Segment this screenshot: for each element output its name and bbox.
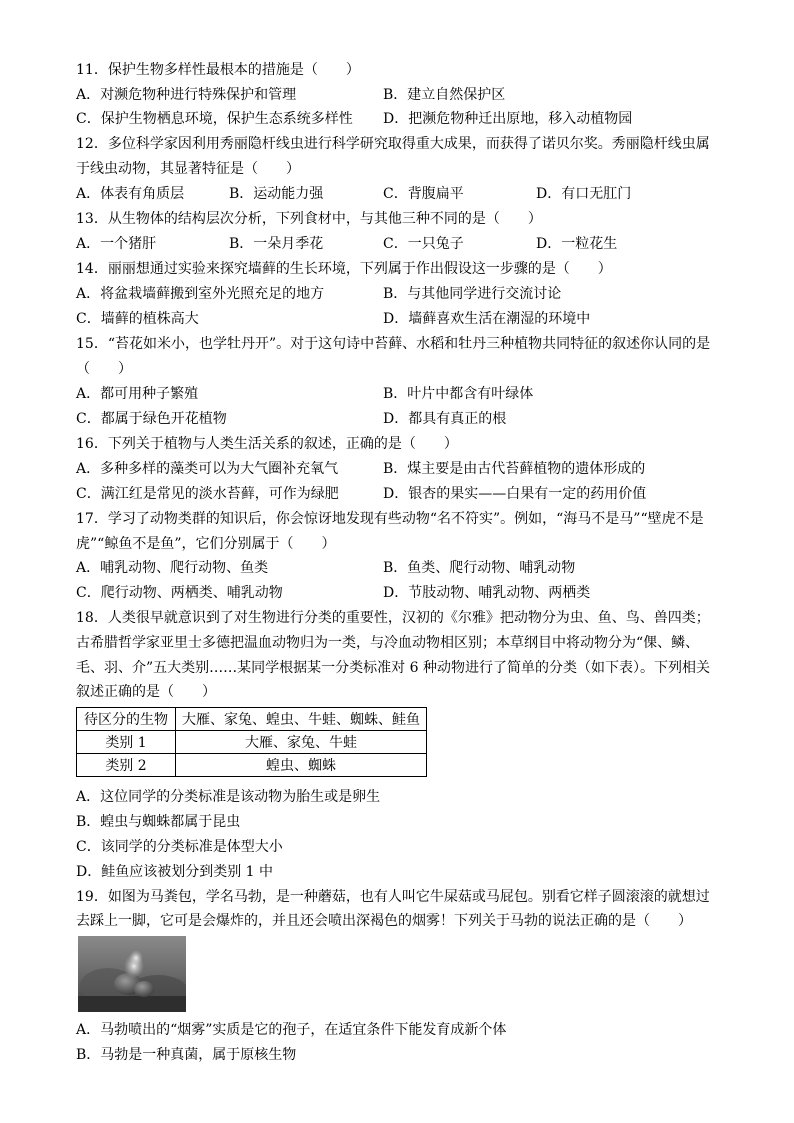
q17-option-c[interactable]: C．爬行动物、两栖类、哺乳动物: [76, 585, 283, 601]
q18-option-b[interactable]: B．蝗虫与蜘蛛都属于昆虫: [76, 814, 241, 830]
q15-option-d[interactable]: D．都具有真正的根: [383, 411, 507, 427]
q14-option-b[interactable]: B．与其他同学进行交流讨论: [383, 286, 562, 302]
q14-option-d[interactable]: D．墙藓喜欢生活在潮湿的环境中: [383, 311, 591, 327]
q18-option-c[interactable]: C．该同学的分类标准是体型大小: [76, 839, 283, 855]
q11-option-a[interactable]: A．对濒危物种进行特殊保护和管理: [76, 87, 297, 103]
table-cell: 类别 1: [77, 731, 176, 754]
q16-option-a[interactable]: A．多种多样的藻类可以为大气圈补充氧气: [76, 461, 339, 477]
q14-option-a[interactable]: A．将盆栽墙藓搬到室外光照充足的地方: [76, 286, 325, 302]
table-row: [77, 754, 427, 777]
q11-stem: 11．保护生物多样性最根本的措施是（ ）: [76, 62, 360, 78]
q11-option-d[interactable]: D．把濒危物种迁出原地，移入动植物园: [383, 111, 633, 127]
q13-stem: 13．从生物体的结构层次分析，下列食材中，与其他三种不同的是（ ）: [76, 211, 542, 227]
q17-stem-line1: 17．学习了动物类群的知识后，你会惊讶地发现有些动物“名不符实”。例如，“海马不是马”“壁虎不是: [76, 511, 704, 527]
q14-stem: 14．丽丽想通过实验来探究墙藓的生长环境，下列属于作出假设这一步骤的是（ ）: [76, 261, 612, 277]
table-cell: 大雁、家兔、蝗虫、牛蛙、蜘蛛、鲑鱼: [176, 708, 427, 731]
q16-stem: 16．下列关于植物与人类生活关系的叙述，正确的是（ ）: [76, 436, 458, 452]
q18-option-d[interactable]: D．鲑鱼应该被划分到类别 1 中: [76, 864, 274, 880]
q19-stem-line1: 19．如图为马粪包，学名马勃，是一种蘑菇，也有人叫它牛屎菇或马屁包。别看它样子圆滚滚的就想过: [76, 889, 710, 905]
q15-option-c[interactable]: C．都属于绿色开花植物: [76, 411, 227, 427]
q19-option-a[interactable]: A．马勃喷出的“烟雾”实质是它的孢子，在适宜条件下能发育成新个体: [76, 1022, 507, 1038]
q18-stem-line4: 叙述正确的是（ ）: [76, 684, 216, 700]
q11-option-b[interactable]: B．建立自然保护区: [383, 87, 506, 103]
table-cell: 待区分的生物: [77, 708, 176, 731]
q12-option-c[interactable]: C．背腹扁平: [383, 186, 464, 202]
q17-stem-line2: 虎”“鲸鱼不是鱼”，它们分别属于（ ）: [76, 536, 336, 552]
q15-stem-line1: 15．“苔花如米小，也学牡丹开”。对于这句诗中苔藓、水稻和牡丹三种植物共同特征的叙述你认同的是: [76, 336, 711, 352]
q17-option-b[interactable]: B．鱼类、爬行动物、哺乳动物: [383, 560, 576, 576]
q16-option-b[interactable]: B．煤主要是由古代苔藓植物的遗体形成的: [383, 461, 646, 477]
puffball-photo: [78, 936, 186, 1012]
q18-stem-line1: 18．人类很早就意识到了对生物进行分类的重要性，汉初的《尔雅》把动物分为虫、鱼、鸟、兽四类；: [76, 610, 710, 626]
classification-table: [76, 707, 427, 777]
table-cell: 类别 2: [77, 754, 176, 777]
q13-option-d[interactable]: D．一粒花生: [536, 236, 618, 252]
q12-option-b[interactable]: B．运动能力强: [229, 186, 324, 202]
q17-option-a[interactable]: A．哺乳动物、爬行动物、鱼类: [76, 560, 269, 576]
q12-stem-line2: 于线虫动物，其显著特征是（ ）: [76, 161, 300, 177]
q19-stem-line2: 去踩上一脚，它可是会爆炸的，并且还会喷出深褐色的烟雾！下列关于马勃的说法正确的是（ ）: [76, 913, 692, 929]
q13-option-a[interactable]: A．一个猪肝: [76, 236, 157, 252]
q18-stem-line2: 古希腊哲学家亚里士多德把温血动物归为一类，与冷血动物相区别；本草纲目中将动物分为“倮、鳞、: [76, 635, 700, 651]
table-row: [77, 731, 427, 754]
q18-option-a[interactable]: A．这位同学的分类标准是该动物为胎生或是卵生: [76, 789, 381, 805]
q14-option-c[interactable]: C．墙藓的植株高大: [76, 311, 199, 327]
q15-option-b[interactable]: B．叶片中都含有叶绿体: [383, 386, 534, 402]
q17-option-d[interactable]: D．节肢动物、哺乳动物、两栖类: [383, 585, 591, 601]
q18-stem-line3: 毛、羽、介”五大类别……某同学根据某一分类标准对 6 种动物进行了简单的分类（如下表）。下列相关: [76, 660, 710, 676]
q12-stem-line1: 12．多位科学家因利用秀丽隐杆线虫进行科学研究取得重大成果，而获得了诺贝尔奖。秀丽隐杆线虫属: [76, 136, 710, 152]
q15-stem-line2: （ ）: [76, 361, 132, 377]
table-row: [77, 708, 427, 731]
q13-option-c[interactable]: C．一只兔子: [383, 236, 464, 252]
q19-option-b[interactable]: B．马勃是一种真菌，属于原核生物: [76, 1047, 297, 1063]
q15-option-a[interactable]: A．都可用种子繁殖: [76, 386, 199, 402]
q13-option-b[interactable]: B．一朵月季花: [229, 236, 324, 252]
q12-option-a[interactable]: A．体表有角质层: [76, 186, 185, 202]
table-cell: 蝗虫、蜘蛛: [176, 754, 427, 777]
q11-option-c[interactable]: C．保护生物栖息环境，保护生态系统多样性: [76, 111, 353, 127]
q16-option-c[interactable]: C．满江红是常见的淡水苔藓，可作为绿肥: [76, 486, 339, 502]
q12-option-d[interactable]: D．有口无肛门: [536, 186, 632, 202]
q16-option-d[interactable]: D．银杏的果实——白果有一定的药用价值: [383, 486, 647, 502]
table-cell: 大雁、家兔、牛蛙: [176, 731, 427, 754]
